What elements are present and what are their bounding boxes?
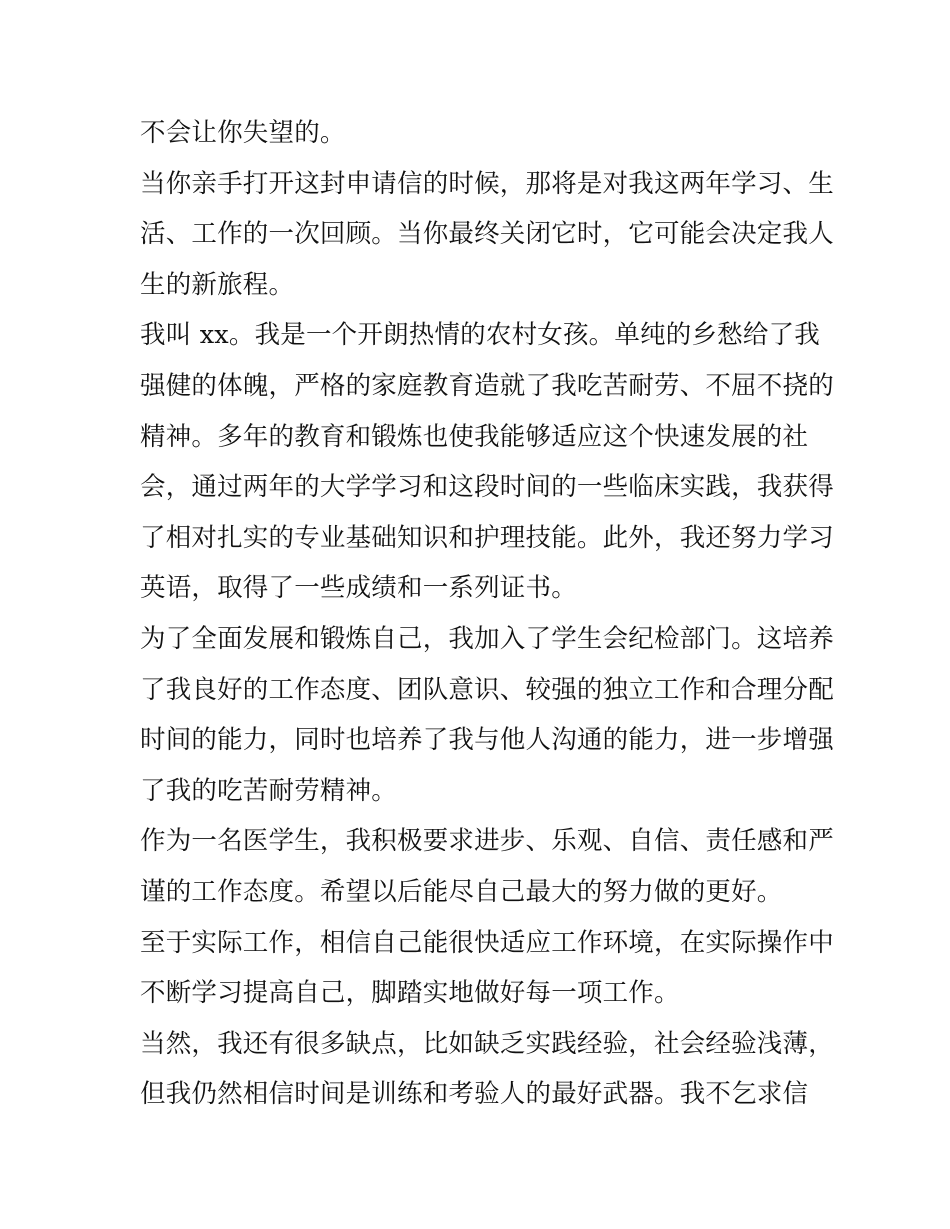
- text-line-16: 谨的工作态度。希望以后能尽自己最大的努力做的更好。: [140, 876, 783, 907]
- text-line-2: 当你亲手打开这封申请信的时候，那将是对我这两年学习、生: [140, 168, 834, 199]
- text-line-20: 但我仍然相信时间是训练和考验人的最好武器。我不乞求信: [140, 1079, 809, 1110]
- text-line-4: 生的新旅程。: [140, 269, 295, 300]
- text-line-15: 作为一名医学生，我积极要求进步、乐观、自信、责任感和严: [140, 826, 834, 857]
- text-line-8: 会，通过两年的大学学习和这段时间的一些临床实践，我获得: [140, 472, 834, 503]
- text-line-1: 不会让你失望的。: [140, 118, 346, 148]
- text-line-11: 为了全面发展和锻炼自己，我加入了学生会纪检部门。这培养: [140, 623, 834, 654]
- text-line-5: 我叫 xx。我是一个开朗热情的农村女孩。单纯的乡愁给了我: [140, 320, 820, 351]
- text-line-3: 活、工作的一次回顾。当你最终关闭它时，它可能会决定我人: [140, 219, 834, 250]
- text-line-14: 了我的吃苦耐劳精神。: [140, 775, 398, 806]
- document-body: [140, 108, 834, 1120]
- text-line-6: 强健的体魄，严格的家庭教育造就了我吃苦耐劳、不屈不挠的: [140, 370, 834, 401]
- text-line-9: 了相对扎实的专业基础知识和护理技能。此外，我还努力学习: [140, 522, 834, 553]
- text-line-18: 不断学习提高自己，脚踏实地做好每一项工作。: [140, 978, 680, 1009]
- text-line-12: 了我良好的工作态度、团队意识、较强的独立工作和合理分配: [140, 674, 834, 705]
- text-line-19: 当然，我还有很多缺点，比如缺乏实践经验，社会经验浅薄，: [140, 1028, 834, 1059]
- text-line-7: 精神。多年的教育和锻炼也使我能够适应这个快速发展的社: [140, 421, 809, 452]
- text-line-13: 时间的能力，同时也培养了我与他人沟通的能力，进一步增强: [140, 725, 834, 756]
- text-line-10: 英语，取得了一些成绩和一系列证书。: [140, 573, 577, 604]
- text-line-17: 至于实际工作，相信自己能很快适应工作环境，在实际操作中: [140, 927, 834, 958]
